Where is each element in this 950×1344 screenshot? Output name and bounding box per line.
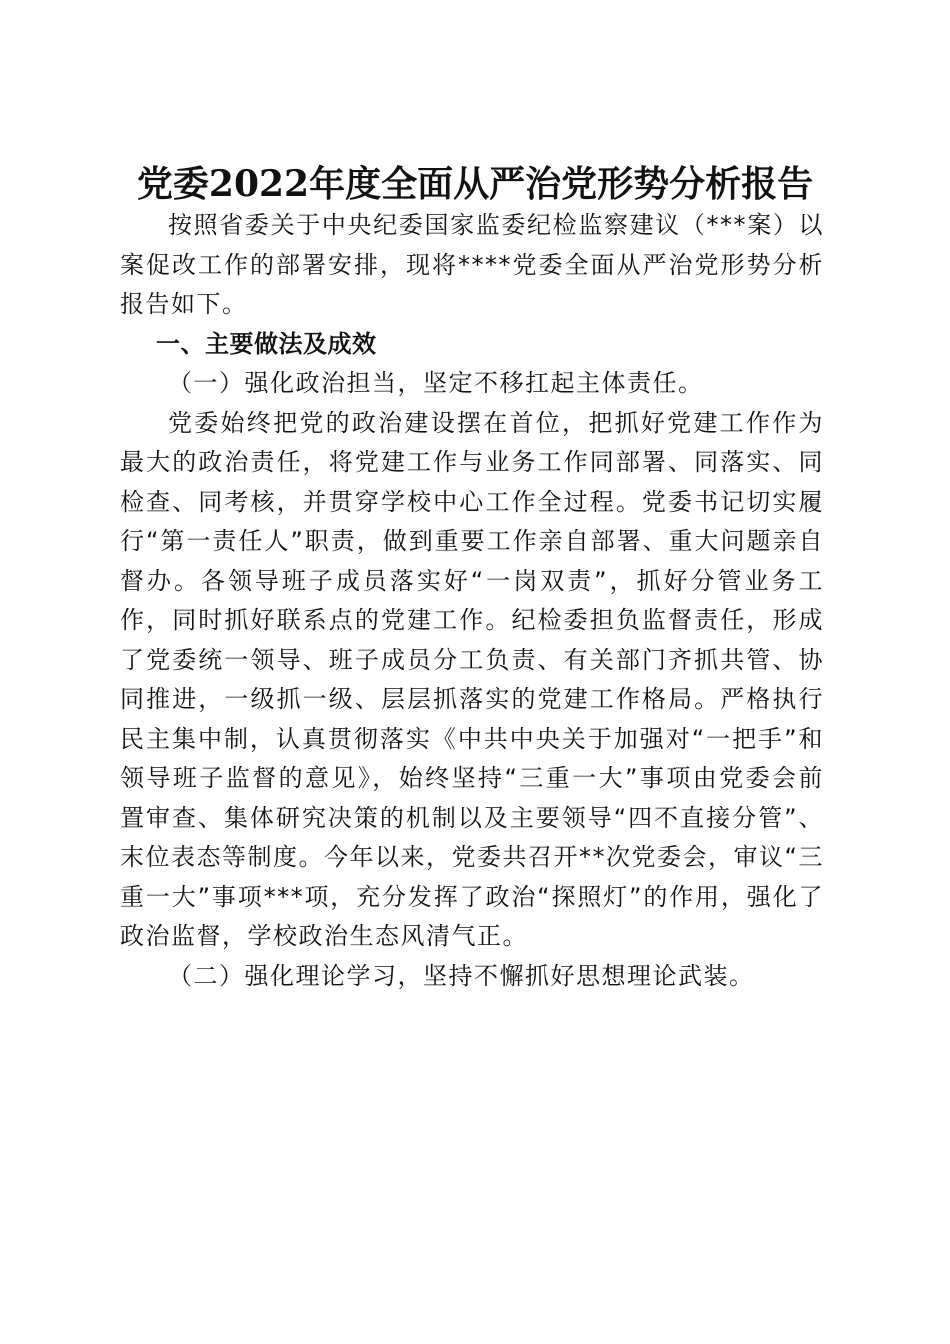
document-title: 党委2022年度全面从严治党形势分析报告 xyxy=(136,163,814,206)
intro-paragraph: 按照省委关于中央纪委国家监委纪检监察建议（***案）以案促改工作的部署安排，现将****党委全面从严治党形势分析报告如下。 xyxy=(120,211,824,318)
subsection-heading-theory-study: （二）强化理论学习，坚持不懈抓好思想理论武装。 xyxy=(168,961,755,990)
document-body xyxy=(120,206,824,996)
section-heading-main-practices: 一、主要做法及成效 xyxy=(156,329,377,358)
subsection-heading-political-responsibility: （一）强化政治担当，坚定不移扛起主体责任。 xyxy=(168,369,704,397)
body-paragraph-political-responsibility: 党委始终把党的政治建设摆在首位，把抓好党建工作作为最大的政治责任，将党建工作与业务工作同部署、同落实、同检查、同考核，并贯穿学校中心工作全过程。党委书记切实履行“第一责任人”职责，做到重要工作亲自部署、重大问题亲自督办。各领导班子成员落实好“一岗双责”，抓好分管业务工作，同时抓好联系点的党建工作。纪检委担负监督责任，形成了党委统一领导、班子成员分工负责、有关部门齐抓共管、协同推进，一级抓一级、层层抓落实的党建工作格局。严格执行民主集中制，认真贯彻落实《中共中央关于加强对“一把手”和领导班子监督的意见》，始终坚持“三重一大”事项由党委会前置审查、集体研究决策的机制以及主要领导“四不直接分管”、末位表态等制度。今年以来，党委共召开**次党委会，审议“三重一大”事项***项，充分发挥了政治“探照灯”的作用，强化了政治监督，学校政治生态风清气正。 xyxy=(120,408,824,950)
